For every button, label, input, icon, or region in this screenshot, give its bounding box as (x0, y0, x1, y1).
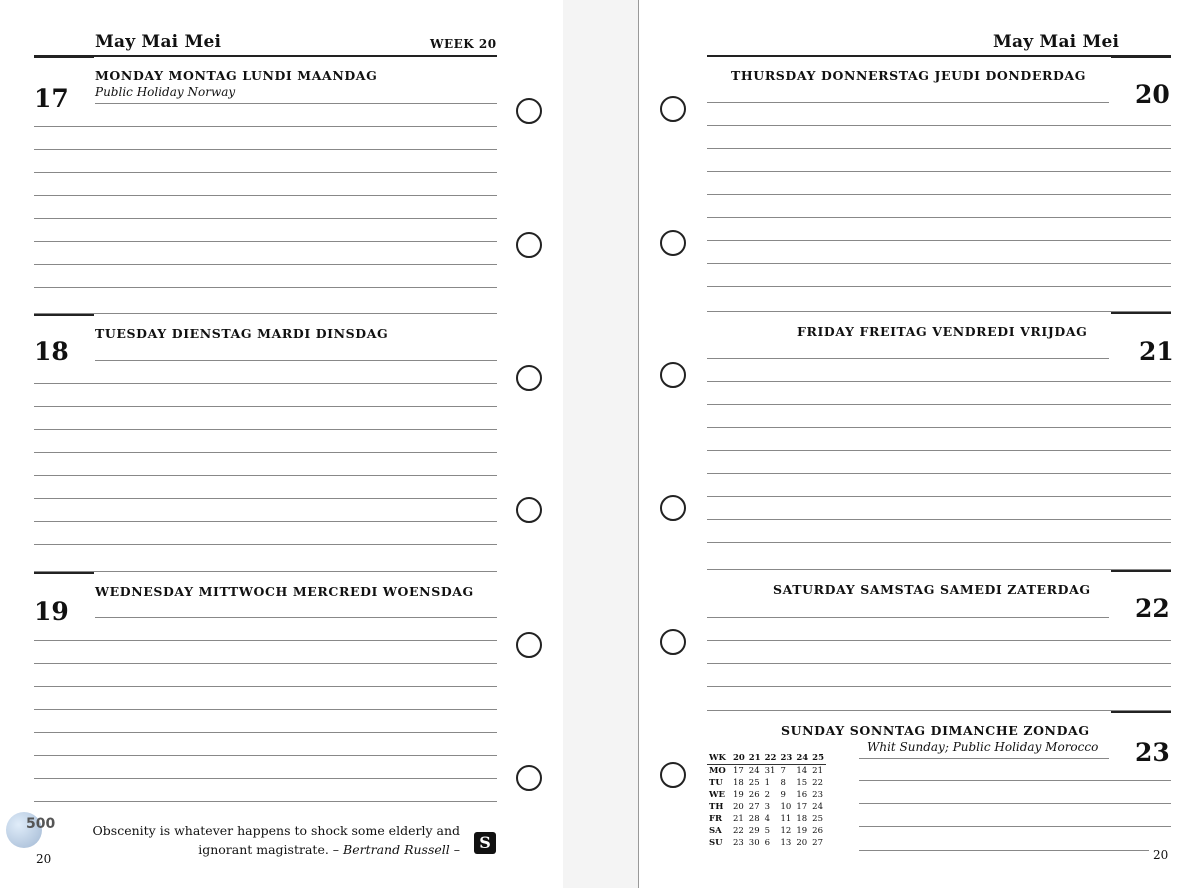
binder-hole (660, 230, 686, 256)
writing-line (34, 732, 497, 733)
binder-hole (660, 495, 686, 521)
writing-line (859, 780, 1171, 781)
writing-line (707, 240, 1171, 241)
watermark-text: 500 (26, 816, 56, 832)
day-section-marker (1111, 56, 1171, 58)
writing-line (34, 709, 497, 710)
binder-hole (660, 762, 686, 788)
day-names: SUNDAY SONNTAG DIMANCHE ZONDAG (781, 723, 1090, 738)
page-number: 20 (36, 852, 52, 866)
writing-line (34, 663, 497, 664)
mini-calendar-row: SA 22 29 5 12 19 26 (709, 826, 823, 836)
day-number: 23 (1135, 738, 1170, 767)
mini-calendar-row: FR 21 28 4 11 18 25 (709, 814, 823, 824)
writing-line (707, 404, 1171, 405)
writing-line (34, 218, 497, 219)
writing-line (34, 521, 497, 522)
writing-line (34, 383, 497, 384)
writing-line (34, 452, 497, 453)
writing-line (707, 496, 1171, 497)
day-names: TUESDAY DIENSTAG MARDI DINSDAG (95, 326, 389, 341)
binder-hole (660, 96, 686, 122)
header-rule (707, 55, 1171, 57)
writing-line (95, 103, 497, 104)
binder-hole (516, 497, 542, 523)
writing-line (707, 286, 1171, 287)
writing-line (859, 850, 1149, 851)
binder-hole (516, 632, 542, 658)
day-names: MONDAY MONTAG LUNDI MAANDAG (95, 68, 378, 83)
binder-hole (660, 362, 686, 388)
writing-line (34, 195, 497, 196)
writing-line (707, 427, 1171, 428)
writing-line (34, 755, 497, 756)
month-header: May Mai Mei (95, 32, 222, 52)
mini-calendar-row: WE 19 26 2 9 16 23 (709, 790, 823, 800)
binder-hole (660, 629, 686, 655)
holiday-note: Public Holiday Norway (95, 85, 236, 99)
day-names: WEDNESDAY MITTWOCH MERCREDI WOENSDAG (95, 584, 474, 599)
day-number: 17 (34, 84, 69, 113)
writing-line (34, 544, 497, 545)
writing-line (859, 826, 1171, 827)
writing-line (34, 429, 497, 430)
writing-line (34, 149, 497, 150)
writing-line (707, 542, 1171, 543)
writing-line (707, 263, 1171, 264)
mini-calendar-row: SU 23 30 6 13 20 27 (709, 838, 823, 848)
writing-line (707, 381, 1171, 382)
watermark (6, 812, 56, 848)
writing-line (95, 360, 497, 361)
mini-calendar-row: MO 17 24 31 7 14 21 (709, 766, 823, 776)
writing-line (707, 686, 1171, 687)
writing-line (707, 102, 1109, 103)
day-section-marker (1111, 312, 1171, 314)
writing-line (34, 686, 497, 687)
day-section-marker (1111, 711, 1171, 713)
writing-line (707, 171, 1171, 172)
writing-line (34, 571, 497, 572)
day-names: SATURDAY SAMSTAG SAMEDI ZATERDAG (773, 582, 1091, 597)
day-names: THURSDAY DONNERSTAG JEUDI DONDERDAG (731, 68, 1086, 83)
left-diary-page (0, 0, 564, 888)
writing-line (707, 663, 1171, 664)
writing-line (34, 778, 497, 779)
quote-block (80, 821, 460, 859)
holiday-note: Whit Sunday; Public Holiday Morocco (867, 740, 1099, 754)
writing-line (707, 125, 1171, 126)
page-gutter (563, 0, 638, 888)
writing-line (707, 358, 1109, 359)
writing-line (34, 640, 497, 641)
writing-line (34, 287, 497, 288)
writing-line (859, 758, 1109, 759)
writing-line (34, 241, 497, 242)
header-rule (34, 55, 497, 57)
writing-line (34, 475, 497, 476)
writing-line (34, 172, 497, 173)
day-number: 20 (1135, 80, 1170, 109)
month-header: May Mai Mei (993, 32, 1120, 52)
binder-hole (516, 365, 542, 391)
mini-calendar-header: WK 20 21 22 23 24 25 (709, 753, 824, 763)
writing-line (707, 569, 1171, 570)
binder-hole (516, 98, 542, 124)
writing-line (34, 406, 497, 407)
writing-line (707, 148, 1171, 149)
writing-line (707, 519, 1171, 520)
mini-calendar-row: TU 18 25 1 8 15 22 (709, 778, 823, 788)
writing-line (859, 803, 1171, 804)
day-section-marker (34, 56, 94, 58)
publisher-logo-icon: S (474, 832, 496, 854)
writing-line (707, 473, 1171, 474)
day-number: 18 (34, 337, 69, 366)
writing-line (95, 617, 497, 618)
week-label: WEEK 20 (430, 37, 497, 51)
binder-hole (516, 232, 542, 258)
day-number: 21 (1139, 337, 1174, 366)
mini-calendar-row: TH 20 27 3 10 17 24 (709, 802, 823, 812)
writing-line (34, 313, 497, 314)
right-diary-page (638, 0, 1200, 888)
quote-author: Bertrand Russell (343, 842, 450, 857)
writing-line (707, 194, 1171, 195)
writing-line (34, 498, 497, 499)
writing-line (34, 801, 497, 802)
day-names: FRIDAY FREITAG VENDREDI VRIJDAG (797, 324, 1088, 339)
day-section-marker (34, 314, 94, 316)
writing-line (707, 450, 1171, 451)
writing-line (707, 217, 1171, 218)
quote-text: Obscenity is whatever happens to shock some elderly and ignorant magistrate. – (92, 823, 460, 857)
writing-line (34, 264, 497, 265)
quote-end: – (449, 842, 460, 857)
binder-hole (516, 765, 542, 791)
writing-line (707, 710, 1171, 711)
day-section-marker (34, 572, 94, 574)
writing-line (707, 311, 1171, 312)
day-section-marker (1111, 570, 1171, 572)
writing-line (34, 126, 497, 127)
day-number: 22 (1135, 594, 1170, 623)
writing-line (707, 640, 1171, 641)
page-number: 20 (1153, 848, 1169, 862)
writing-line (707, 617, 1109, 618)
mini-calendar (707, 752, 826, 849)
day-number: 19 (34, 597, 69, 626)
